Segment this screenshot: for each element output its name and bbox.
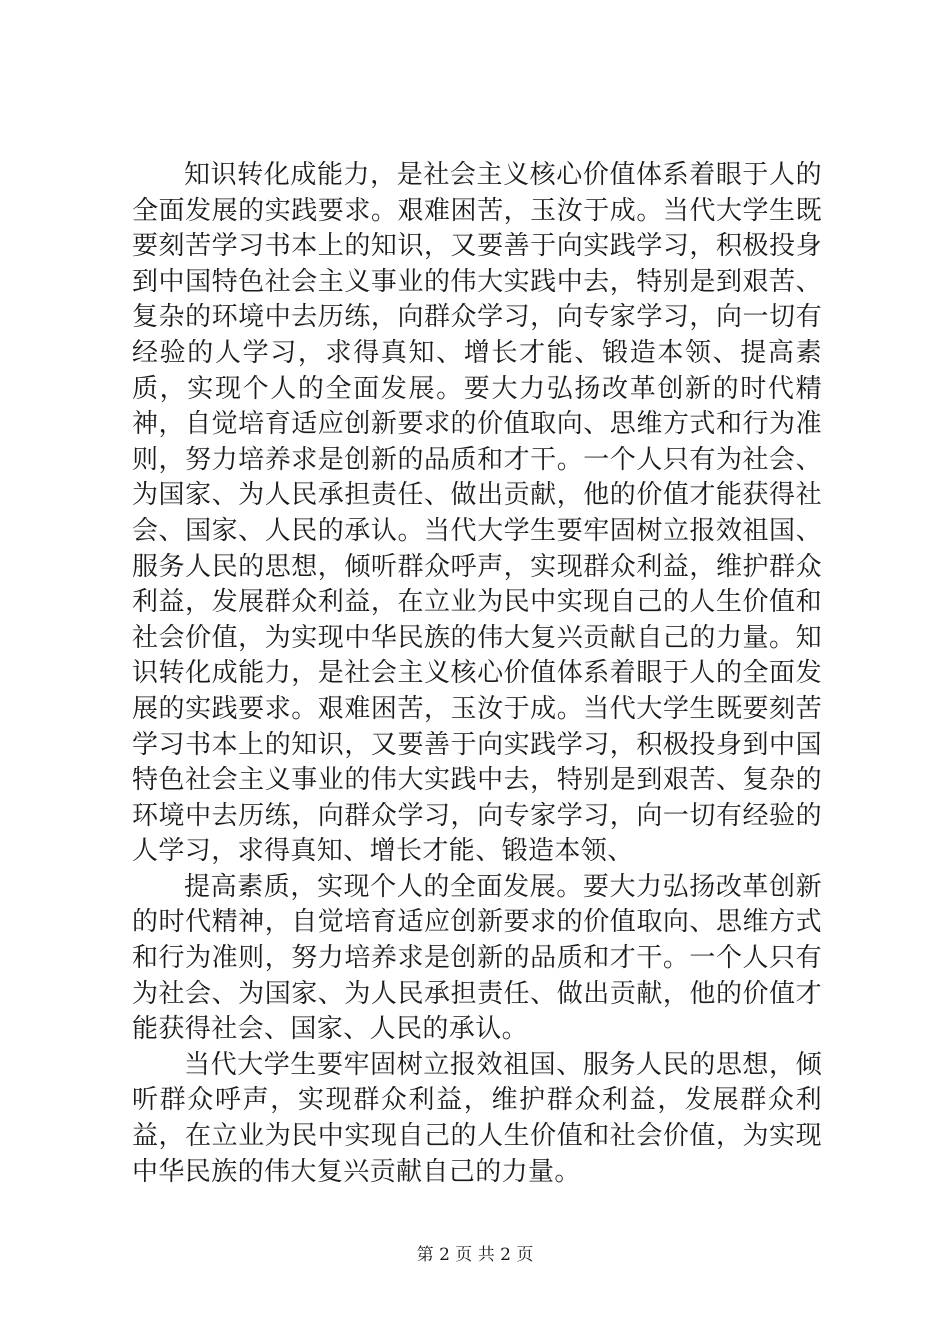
document-body	[132, 158, 822, 1190]
paragraph-2: 提高素质，实现个人的全面发展。要大力弘扬改革创新的时代精神，自觉培育适应创新要求的价值取向、思维方式和行为准则，努力培养求是创新的品质和才干。一个人只有为社会、为国家、为人民承担责任、做出贡献，他的价值才能获得社会、国家、人民的承认。	[132, 871, 822, 1045]
paragraph-3: 当代大学生要牢固树立报效祖国、服务人民的思想，倾听群众呼声，实现群众利益，维护群众利益，发展群众利益，在立业为民中实现自己的人生价值和社会价值，为实现中华民族的伟大复兴贡献自己的力量。	[132, 1049, 822, 1187]
page-number-footer: 第 2 页 共 2 页	[416, 1245, 534, 1265]
paragraph-1: 知识转化成能力，是社会主义核心价值体系着眼于人的全面发展的实践要求。艰难困苦，玉汝于成。当代大学生既要刻苦学习书本上的知识，又要善于向实践学习，积极投身到中国特色社会主义事业的伟大实践中去，特别是到艰苦、复杂的环境中去历练，向群众学习，向专家学习，向一切有经验的人学习，求得真知、增长才能、锻造本领、提高素质，实现个人的全面发展。要大力弘扬改革创新的时代精神，自觉培育适应创新要求的价值取向、思维方式和行为准则，努力培养求是创新的品质和才干。一个人只有为社会、为国家、为人民承担责任、做出贡献，他的价值才能获得社会、国家、人民的承认。当代大学生要牢固树立报效祖国、服务人民的思想，倾听群众呼声，实现群众利益，维护群众利益，发展群众利益，在立业为民中实现自己的人生价值和社会价值，为实现中华民族的伟大复兴贡献自己的力量。知识转化成能力，是社会主义核心价值体系着眼于人的全面发展的实践要求。艰难困苦，玉汝于成。当代大学生既要刻苦学习书本上的知识，又要善于向实践学习，积极投身到中国特色社会主义事业的伟大实践中去，特别是到艰苦、复杂的环境中去历练，向群众学习，向专家学习，向一切有经验的人学习，求得真知、增长才能、锻造本领、	[132, 160, 822, 867]
